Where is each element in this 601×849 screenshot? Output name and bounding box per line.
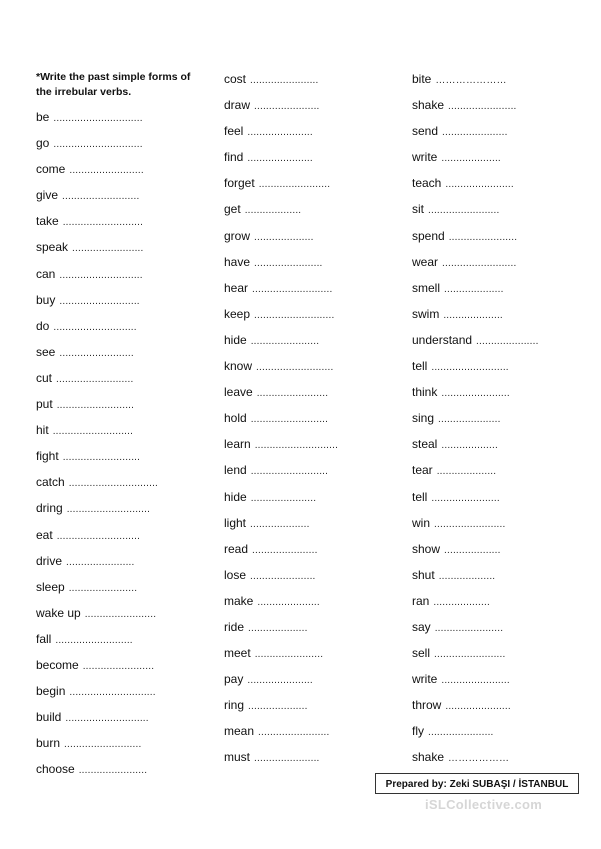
verb-item xyxy=(36,397,158,423)
verb-item xyxy=(224,750,338,776)
verb-label: teach xyxy=(412,176,442,191)
verb-item xyxy=(412,281,539,307)
answer-blank: ...................... xyxy=(254,753,320,765)
verb-label: smell xyxy=(412,280,441,295)
answer-blank: ........................ xyxy=(258,179,331,191)
verb-item xyxy=(224,463,338,489)
verb-label: begin xyxy=(36,684,66,699)
verb-item xyxy=(36,449,158,475)
verb-label: tell xyxy=(412,489,428,504)
answer-blank: ........................... xyxy=(59,295,140,307)
verb-label: ring xyxy=(224,698,245,713)
answer-blank: ....................... xyxy=(66,556,135,568)
verb-item xyxy=(412,72,539,98)
verb-item xyxy=(224,411,338,437)
verb-item xyxy=(224,594,338,620)
verb-label: have xyxy=(224,254,251,269)
verb-item xyxy=(412,411,539,437)
answer-blank: ……………… xyxy=(448,753,510,765)
answer-blank: .................... xyxy=(443,309,503,321)
verb-label: steal xyxy=(412,437,438,452)
answer-blank: .......................... xyxy=(62,191,140,203)
answer-blank: ............................ xyxy=(59,269,143,281)
verb-label: wake up xyxy=(36,605,81,620)
verb-label: speak xyxy=(36,240,69,255)
instructions: *Write the past simple forms of the irrebular verbs. xyxy=(36,71,191,98)
answer-blank: ............................ xyxy=(65,713,149,725)
verb-label: sit xyxy=(412,202,424,217)
answer-blank: ......................... xyxy=(442,257,517,269)
verb-item xyxy=(224,516,338,542)
verb-item xyxy=(224,490,338,516)
answer-blank: ....................... xyxy=(441,388,510,400)
verb-label: ride xyxy=(224,619,245,634)
answer-blank: .................... xyxy=(436,466,497,478)
answer-blank: .......................... xyxy=(56,400,135,412)
verb-label: lose xyxy=(224,567,247,582)
answer-blank: .......................... xyxy=(250,466,329,478)
answer-blank: .............................. xyxy=(53,113,143,124)
verb-label: burn xyxy=(36,736,61,751)
answer-blank: ............................ xyxy=(53,321,137,333)
answer-blank: ..................... xyxy=(438,414,501,426)
answer-blank: ........................ xyxy=(82,660,155,672)
answer-blank: ...................... xyxy=(250,492,317,504)
answer-blank: .......................... xyxy=(250,414,329,426)
verb-item xyxy=(36,188,158,214)
verb-item xyxy=(36,162,158,188)
verb-label: ran xyxy=(412,593,430,608)
answer-blank: ................... xyxy=(438,570,496,582)
verb-label: grow xyxy=(224,228,251,243)
answer-blank: ........................ xyxy=(434,518,506,530)
verb-item xyxy=(412,176,539,202)
verb-item xyxy=(36,606,158,632)
verb-item xyxy=(224,698,338,724)
answer-blank: ....................... xyxy=(250,75,319,86)
verb-label: buy xyxy=(36,292,56,307)
answer-blank: ...................... xyxy=(428,727,494,739)
verb-label: tear xyxy=(412,463,433,478)
answer-blank: ............................ xyxy=(254,440,339,452)
answer-blank: ....................... xyxy=(441,675,510,687)
answer-blank: ......................... xyxy=(69,165,144,177)
verb-item xyxy=(412,463,539,489)
answer-blank: ............................ xyxy=(66,504,151,516)
verb-item xyxy=(36,214,158,240)
verb-label: sell xyxy=(412,646,431,661)
answer-blank: ........................... xyxy=(254,309,335,321)
answer-blank: ........................ xyxy=(72,243,144,255)
answer-blank: ...................... xyxy=(247,127,313,139)
answer-blank: ........................ xyxy=(434,649,506,661)
answer-blank: ...................... xyxy=(442,127,508,139)
answer-blank: ....................... xyxy=(254,257,323,269)
verb-item xyxy=(224,72,338,98)
verb-label: choose xyxy=(36,762,75,777)
verb-item xyxy=(36,110,158,136)
verb-label: understand xyxy=(412,332,473,347)
answer-blank: ........................... xyxy=(52,426,134,438)
answer-blank: .................... xyxy=(248,622,308,634)
answer-blank: ......................... xyxy=(59,347,134,359)
verb-item xyxy=(412,202,539,228)
answer-blank: ………………… xyxy=(435,75,507,86)
verb-label: fly xyxy=(412,724,424,739)
verb-item xyxy=(36,475,158,501)
answer-blank: ...................... xyxy=(445,701,511,713)
verb-label: feel xyxy=(224,124,244,139)
verb-item xyxy=(224,385,338,411)
verb-label: hide xyxy=(224,489,247,504)
verb-item xyxy=(412,333,539,359)
verb-label: become xyxy=(36,657,79,672)
verb-item xyxy=(36,580,158,606)
verb-item xyxy=(412,359,539,385)
verb-item xyxy=(224,150,338,176)
verb-item xyxy=(412,568,539,594)
verb-item xyxy=(36,762,158,788)
answer-blank: ....................... xyxy=(434,622,504,634)
verb-item xyxy=(224,202,338,228)
verb-item xyxy=(224,724,338,750)
answer-blank: ....................... xyxy=(431,492,500,504)
verb-item xyxy=(224,333,338,359)
verb-item xyxy=(224,672,338,698)
answer-blank: ................... xyxy=(444,544,501,556)
answer-blank: .............................. xyxy=(53,139,143,151)
verb-label: draw xyxy=(224,98,251,113)
answer-blank: ....................... xyxy=(448,101,517,113)
verb-item xyxy=(224,255,338,281)
verb-label: fight xyxy=(36,449,59,464)
verb-item xyxy=(36,684,158,710)
verb-item xyxy=(412,542,539,568)
answer-blank: .......................... xyxy=(56,373,134,385)
verb-label: shake xyxy=(412,98,445,113)
verb-label: catch xyxy=(36,475,65,490)
verb-label: mean xyxy=(224,724,255,739)
verb-label: do xyxy=(36,318,50,333)
verb-label: read xyxy=(224,541,249,556)
verb-label: drive xyxy=(36,553,63,568)
verb-label: hide xyxy=(224,332,247,347)
answer-blank: .......................... xyxy=(64,739,142,751)
verb-label: say xyxy=(412,619,431,634)
verb-item xyxy=(412,385,539,411)
verb-item xyxy=(36,632,158,658)
verb-label: write xyxy=(412,150,438,165)
verb-item xyxy=(36,528,158,554)
verb-label: cost xyxy=(224,72,247,86)
answer-blank: .................... xyxy=(444,283,504,295)
verb-item xyxy=(224,124,338,150)
verb-label: take xyxy=(36,214,59,229)
answer-blank: ...................... xyxy=(247,153,313,165)
answer-blank: ...................... xyxy=(254,101,320,113)
verb-item xyxy=(412,98,539,124)
answer-blank: ....................... xyxy=(68,582,138,594)
verb-item xyxy=(36,319,158,345)
answer-blank: ........................ xyxy=(428,205,500,217)
verb-label: learn xyxy=(224,437,251,452)
verb-item xyxy=(412,229,539,255)
answer-blank: .......................... xyxy=(55,634,133,646)
verb-label: be xyxy=(36,110,50,124)
verb-item xyxy=(412,437,539,463)
answer-blank: ................... xyxy=(244,205,302,217)
verb-item xyxy=(412,594,539,620)
verb-label: bite xyxy=(412,72,432,86)
answer-blank: ..................... xyxy=(476,335,539,347)
answer-blank: ....................... xyxy=(254,649,324,661)
verb-item xyxy=(412,516,539,542)
verb-item xyxy=(36,136,158,162)
verb-label: spend xyxy=(412,228,445,243)
answer-blank: ...................... xyxy=(247,675,313,687)
verb-item xyxy=(36,710,158,736)
verb-item xyxy=(36,554,158,580)
answer-blank: ........................ xyxy=(256,388,329,400)
verb-label: forget xyxy=(224,176,255,191)
verb-item xyxy=(36,267,158,293)
verb-label: dring xyxy=(36,501,63,516)
verb-item xyxy=(412,724,539,750)
verb-label: fall xyxy=(36,631,52,646)
verb-item xyxy=(412,490,539,516)
verb-item xyxy=(36,658,158,684)
credit-box: Prepared by: Zeki SUBAŞI / İSTANBUL xyxy=(375,773,579,794)
answer-blank: ................... xyxy=(433,596,490,608)
answer-blank: .................... xyxy=(250,518,310,530)
answer-blank: .............................. xyxy=(68,478,159,490)
verb-label: light xyxy=(224,515,247,530)
verb-item xyxy=(36,293,158,319)
verb-item xyxy=(224,176,338,202)
verb-label: lend xyxy=(224,463,247,478)
verb-item xyxy=(36,240,158,266)
answer-blank: ....................... xyxy=(78,765,148,777)
answer-blank: ....................... xyxy=(250,335,320,347)
verb-label: send xyxy=(412,124,439,139)
verb-label: tell xyxy=(412,359,428,374)
answer-blank: .................... xyxy=(248,701,308,713)
verb-item xyxy=(224,542,338,568)
verb-column-3 xyxy=(412,72,539,777)
verb-column-2 xyxy=(224,72,338,777)
verb-label: win xyxy=(412,515,431,530)
verb-label: come xyxy=(36,162,66,177)
verb-label: make xyxy=(224,593,254,608)
answer-blank: .......................... xyxy=(62,452,141,464)
verb-label: sleep xyxy=(36,579,65,594)
verb-label: give xyxy=(36,188,59,203)
verb-item xyxy=(412,124,539,150)
verb-label: must xyxy=(224,750,251,765)
verb-label: hit xyxy=(36,423,49,438)
answer-blank: ...................... xyxy=(252,544,318,556)
answer-blank: ....................... xyxy=(448,231,518,243)
verb-item xyxy=(224,229,338,255)
verb-item xyxy=(36,501,158,527)
verb-label: go xyxy=(36,136,50,151)
verb-label: leave xyxy=(224,385,253,400)
verb-item xyxy=(412,672,539,698)
verb-label: throw xyxy=(412,698,442,713)
answer-blank: .................... xyxy=(254,231,314,243)
answer-blank: ........................ xyxy=(84,608,157,620)
verb-item xyxy=(224,437,338,463)
verb-label: write xyxy=(412,672,438,687)
verb-label: see xyxy=(36,344,56,359)
verb-item xyxy=(224,646,338,672)
answer-blank: ..................... xyxy=(257,596,320,608)
verb-label: think xyxy=(412,385,438,400)
answer-blank: .................... xyxy=(441,153,501,165)
verb-label: sing xyxy=(412,411,435,426)
verb-item xyxy=(224,568,338,594)
verb-label: eat xyxy=(36,527,53,542)
answer-blank: ....................... xyxy=(445,179,514,191)
answer-blank: .......................... xyxy=(256,362,334,374)
answer-blank: ........................... xyxy=(252,283,333,295)
verb-label: pay xyxy=(224,672,244,687)
verb-label: show xyxy=(412,541,441,556)
verb-label: keep xyxy=(224,306,251,321)
verb-label: hold xyxy=(224,411,247,426)
verb-column-1 xyxy=(36,110,158,788)
answer-blank: ...................... xyxy=(250,570,316,582)
answer-blank: .......................... xyxy=(431,362,509,374)
verb-item xyxy=(36,371,158,397)
verb-item xyxy=(224,281,338,307)
verb-item xyxy=(412,150,539,176)
watermark: iSLCollective.com xyxy=(425,797,543,812)
answer-blank: ................... xyxy=(441,440,498,452)
verb-label: shake xyxy=(412,750,445,765)
answer-blank: ............................ xyxy=(56,530,141,542)
verb-item xyxy=(412,307,539,333)
verb-label: find xyxy=(224,150,244,165)
verb-label: swim xyxy=(412,306,440,321)
verb-item xyxy=(224,359,338,385)
verb-item xyxy=(36,423,158,449)
verb-item xyxy=(36,345,158,371)
verb-item xyxy=(224,98,338,124)
verb-item xyxy=(224,307,338,333)
verb-label: hear xyxy=(224,280,249,295)
verb-label: meet xyxy=(224,646,251,661)
verb-item xyxy=(224,620,338,646)
verb-label: can xyxy=(36,266,56,281)
answer-blank: ........................... xyxy=(62,217,144,229)
verb-label: build xyxy=(36,710,62,725)
verb-label: shut xyxy=(412,567,435,582)
verb-label: get xyxy=(224,202,241,217)
verb-item xyxy=(412,646,539,672)
verb-label: cut xyxy=(36,370,53,385)
verb-label: wear xyxy=(412,254,439,269)
verb-item xyxy=(412,698,539,724)
answer-blank: ........................ xyxy=(258,727,330,739)
verb-label: know xyxy=(224,359,253,374)
verb-label: put xyxy=(36,397,53,412)
verb-item xyxy=(412,255,539,281)
verb-item xyxy=(412,620,539,646)
verb-item xyxy=(36,736,158,762)
answer-blank: ............................. xyxy=(69,687,156,699)
